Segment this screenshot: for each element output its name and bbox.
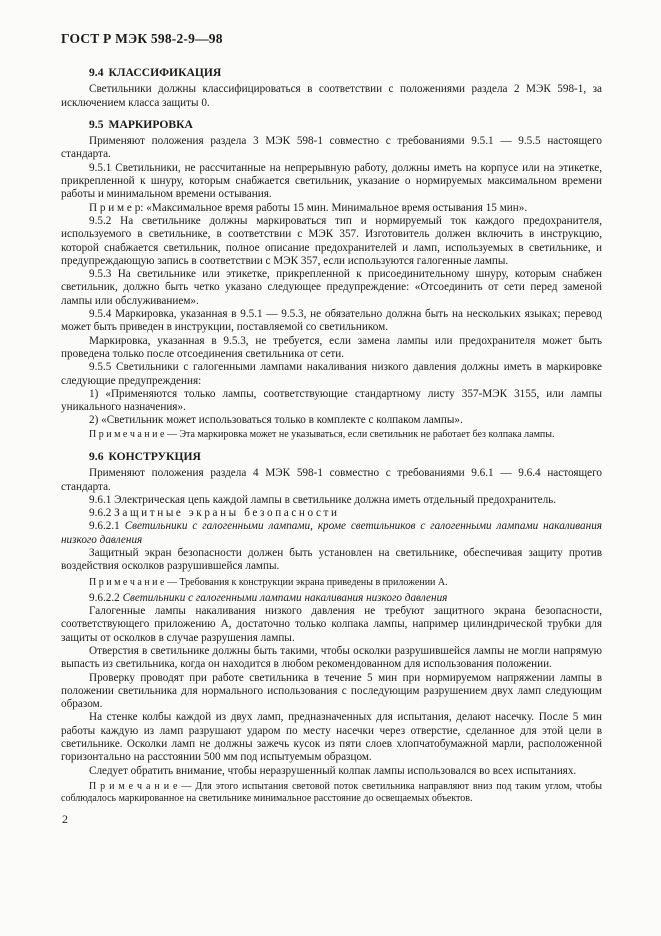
- subsection-heading: 9.6.2.1 Светильники с галогенными лампами, кроме светильников с галогенными лампами накаливания низкого давления: [61, 520, 602, 546]
- paragraph: 9.5.5 Светильники с галогенными лампами накаливания низкого давления должны иметь в маркировке следующие предупреждения:: [61, 361, 602, 387]
- note-label: П р и м е ч а н и е —: [89, 576, 177, 588]
- paragraph: Проверку проводят при работе светильника в течение 5 мин при нормируемом напряжении лампы в положении светильника для нормального использования с последующим разрушением двух ламп следующим образом.: [61, 671, 602, 711]
- list-item: 1) «Применяются только лампы, соответствующие стандартному листу 357-МЭК 3155, или лампы уникального назначения».: [61, 387, 602, 414]
- paragraph: Применяют положения раздела 4 МЭК 598-1 совместно с требованиями 9.6.1 — 9.6.4 настоящего стандарта.: [61, 467, 602, 493]
- paragraph: 9.5.4 Маркировка, указанная в 9.5.1 — 9.5.3, не обязательно должна быть на нескольких языках; перевод может быть приведен в инструкции, поставляемой со светильником.: [61, 308, 602, 334]
- note: П р и м е ч а н и е — Эта маркировка может не указываться, если светильник не работает без колпака лампы.: [89, 428, 555, 440]
- paragraph: 9.5.1 Светильники, не рассчитанные на непрерывную работу, должны иметь на корпусе или на этикетке, прикрепленной к шнуру, которым снабжается светильник, указание о нормируемых максимальном времени работы и минимальном времени остывания.: [61, 161, 602, 201]
- note: П р и м е ч а н и е — Для этого испытания световой поток светильника направляют вниз под таким углом, чтобы соблюдалось маркированное на светильнике минимальное расстояние до освещаемых объектов.: [61, 780, 603, 805]
- paragraph: Светильники должны классифицироваться в соответствии с положениями раздела 2 МЭК 598-1, за исключением класса защиты 0.: [61, 83, 602, 109]
- paragraph: На стенке колбы каждой из двух ламп, предназначенных для испытания, делают насечку. После 5 мин работы каждую из ламп разрушают ударом по месту насечки через отверстие, сделанное для этой цели в светильнике. Осколки ламп не должны зажечь кусок из пяти слоев хлопчатобумажной марли, расположенной горизонтально на расстоянии 500 мм под испытуемым образцом.: [61, 711, 602, 764]
- paragraph: Применяют положения раздела 3 МЭК 598-1 совместно с требованиями 9.5.1 — 9.5.5 настоящего стандарта.: [61, 135, 602, 161]
- note: П р и м е ч а н и е — Требования к конструкции экрана приведены в приложении А.: [89, 576, 448, 588]
- note-label: П р и м е ч а н и е —: [89, 780, 192, 792]
- paragraph: 9.5.2 На светильнике должны маркироваться тип и нормируемый ток каждого предохранителя, используемого в светильнике, в соответствии с МЭК 357. Изготовитель должен включить в инструкцию, которой снабжается светильник, полное описание предохранителей и ламп, используемых в светильнике, и предупреждающую запись в соответствии с МЭК 357, если используются галогенные лампы.: [61, 214, 602, 267]
- example: П р и м е р: «Максимальное время работы 15 мин. Минимальное время остывания 15 мин».: [89, 201, 528, 214]
- standard-header: ГОСТ Р МЭК 598-2-9—98: [61, 31, 223, 46]
- subsection-heading: 9.6.2 Защитные экраны безопасности: [89, 507, 340, 520]
- paragraph: Защитный экран безопасности должен быть установлен на светильнике, обеспечивая защиту против воздействия осколков разрушившейся лампы.: [61, 547, 602, 573]
- paragraph: Отверстия в светильнике должны быть такими, чтобы осколки разрушившейся лампы не могли напрямую выпасть из светильника, когда он находится в любом рекомендованном для использования положении.: [61, 644, 602, 671]
- page-number: 2: [62, 812, 68, 826]
- note-label: П р и м е ч а н и е —: [89, 428, 177, 440]
- section-heading-9-6: 9.6 КОНСТРУКЦИЯ: [89, 449, 201, 463]
- paragraph: Галогенные лампы накаливания низкого давления не требуют защитного экрана безопасности, соответствующего приложению А, достаточно только колпака лампы, например цилиндрической трубки для защиты от осколков в случае разрушения лампы.: [61, 605, 602, 644]
- section-heading-9-4: 9.4 КЛАССИФИКАЦИЯ: [89, 66, 222, 79]
- paragraph: 9.5.3 На светильнике или этикетке, прикрепленной к присоединительному шнуру, которым снабжен светильник, должно быть четко указано следующее предупреждение: «Отсоединить от сети перед заменой лампы или обслуживанием».: [61, 268, 602, 307]
- list-item: 2) «Светильник может использоваться только в комплекте с колпаком лампы».: [89, 414, 463, 427]
- subsection-heading: 9.6.2.2 Светильники с галогенными лампами накаливания низкого давления: [89, 591, 448, 604]
- paragraph: 9.6.1 Электрическая цепь каждой лампы в светильнике должна иметь отдельный предохранитель.: [89, 493, 557, 506]
- paragraph: Маркировка, указанная в 9.5.3, не требуется, если замена лампы или предохранителя может быть проведена только после отсоединения светильника от сети.: [61, 334, 602, 360]
- section-heading-9-5: 9.5 МАРКИРОВКА: [89, 117, 193, 131]
- page-content: [61, 60, 602, 805]
- paragraph: Следует обратить внимание, чтобы неразрушенный колпак лампы использовался во всех испытаниях.: [89, 764, 577, 777]
- example-label: П р и м е р:: [89, 201, 144, 214]
